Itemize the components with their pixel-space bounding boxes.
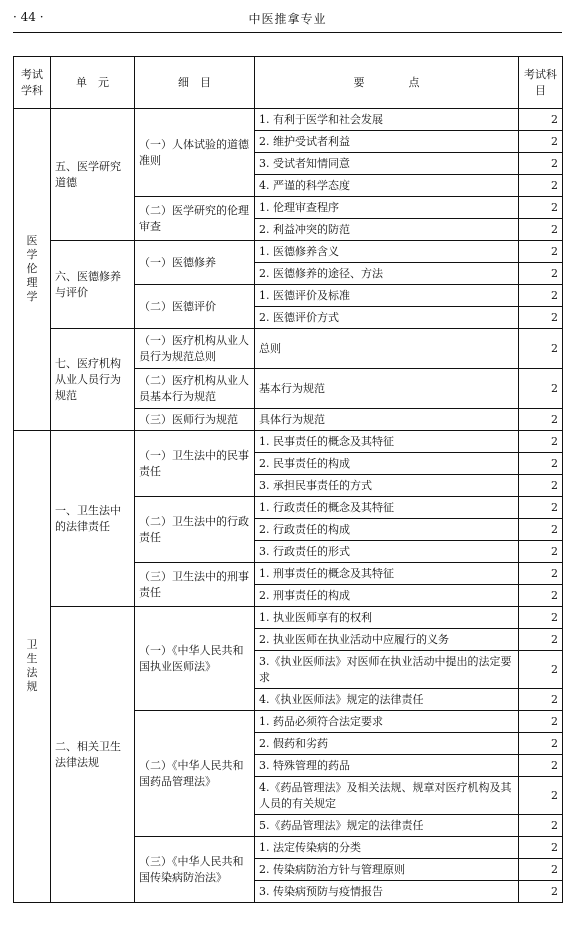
table-row (14, 109, 563, 131)
point-cell: 1. 有利于医学和社会发展 (255, 109, 519, 131)
level-cell: 2 (519, 153, 563, 175)
level-cell: 2 (519, 475, 563, 497)
detail-cell: （一）医疗机构从业人员行为规范总则 (135, 329, 255, 369)
level-cell: 2 (519, 241, 563, 263)
point-cell: 具体行为规范 (255, 409, 519, 431)
level-cell: 2 (519, 607, 563, 629)
level-cell: 2 (519, 859, 563, 881)
table-header-row (14, 57, 563, 109)
unit-cell: 二、相关卫生法律法规 (51, 607, 135, 903)
level-cell: 2 (519, 497, 563, 519)
subject-name: 卫生法规 (26, 638, 38, 693)
level-cell: 2 (519, 431, 563, 453)
point-column-header: 要 点 (255, 57, 519, 109)
point-cell: 3. 特殊管理的药品 (255, 755, 519, 777)
unit-cell: 一、卫生法中的法律责任 (51, 431, 135, 607)
level-cell: 2 (519, 453, 563, 475)
point-cell: 4.《药品管理法》及相关法规、规章对医疗机构及其人员的有关规定 (255, 777, 519, 815)
point-cell: 1. 医德评价及标准 (255, 285, 519, 307)
table-row (14, 241, 563, 263)
point-cell: 5.《药品管理法》规定的法律责任 (255, 815, 519, 837)
point-cell: 1. 民事责任的概念及其特征 (255, 431, 519, 453)
level-cell: 2 (519, 285, 563, 307)
level-cell: 2 (519, 329, 563, 369)
point-cell: 1. 药品必须符合法定要求 (255, 711, 519, 733)
point-cell: 2. 利益冲突的防范 (255, 219, 519, 241)
point-cell: 2. 维护受试者利益 (255, 131, 519, 153)
level-cell: 2 (519, 175, 563, 197)
unit-column-header: 单 元 (51, 57, 135, 109)
point-cell: 2. 执业医师在执业活动中应履行的义务 (255, 629, 519, 651)
subject-column-header: 考试学科 (14, 57, 51, 109)
level-cell: 2 (519, 585, 563, 607)
point-cell: 2. 假药和劣药 (255, 733, 519, 755)
level-cell: 2 (519, 109, 563, 131)
detail-cell: （二）《中华人民共和国药品管理法》 (135, 711, 255, 837)
book-title: 中医推拿专业 (248, 12, 327, 26)
level-cell: 2 (519, 307, 563, 329)
point-cell: 1. 医德修养含义 (255, 241, 519, 263)
subject-cell (14, 109, 51, 431)
level-cell: 2 (519, 815, 563, 837)
detail-cell: （二）医学研究的伦理审查 (135, 197, 255, 241)
subject-name: 医学伦理学 (26, 234, 38, 303)
point-cell: 3. 行政责任的形式 (255, 541, 519, 563)
table-row (14, 431, 563, 453)
level-cell: 2 (519, 837, 563, 859)
detail-cell: （一）《中华人民共和国执业医师法》 (135, 607, 255, 711)
point-cell: 1. 刑事责任的概念及其特征 (255, 563, 519, 585)
point-cell: 1. 执业医师享有的权利 (255, 607, 519, 629)
level-cell: 2 (519, 629, 563, 651)
point-cell: 2. 医德评价方式 (255, 307, 519, 329)
level-cell: 2 (519, 755, 563, 777)
detail-cell: （一）人体试验的道德准则 (135, 109, 255, 197)
level-cell: 2 (519, 519, 563, 541)
header-rule (13, 32, 562, 33)
point-cell: 2. 行政责任的构成 (255, 519, 519, 541)
table-row (14, 607, 563, 629)
unit-cell: 五、医学研究道德 (51, 109, 135, 241)
level-cell: 2 (519, 197, 563, 219)
level-cell: 2 (519, 689, 563, 711)
page-number: · 44 · (13, 10, 44, 24)
detail-cell: （三）医师行为规范 (135, 409, 255, 431)
point-cell: 2. 医德修养的途径、方法 (255, 263, 519, 285)
point-cell: 1. 行政责任的概念及其特征 (255, 497, 519, 519)
syllabus-table (13, 56, 563, 903)
level-cell: 2 (519, 263, 563, 285)
detail-cell: （二）医疗机构从业人员基本行为规范 (135, 369, 255, 409)
level-cell: 2 (519, 651, 563, 689)
point-cell: 1. 伦理审查程序 (255, 197, 519, 219)
point-cell: 3. 受试者知情同意 (255, 153, 519, 175)
point-cell: 2. 刑事责任的构成 (255, 585, 519, 607)
detail-cell: （二）卫生法中的行政责任 (135, 497, 255, 563)
point-cell: 1. 法定传染病的分类 (255, 837, 519, 859)
point-cell: 3. 传染病预防与疫情报告 (255, 881, 519, 903)
detail-cell: （三）卫生法中的刑事责任 (135, 563, 255, 607)
subject-cell (14, 431, 51, 903)
page-header (13, 8, 562, 28)
syllabus-body (14, 109, 563, 903)
unit-cell: 七、医疗机构从业人员行为规范 (51, 329, 135, 431)
level-cell: 2 (519, 777, 563, 815)
point-cell: 3. 承担民事责任的方式 (255, 475, 519, 497)
detail-column-header: 细 目 (135, 57, 255, 109)
detail-cell: （二）医德评价 (135, 285, 255, 329)
level-column-header: 考试科目 (519, 57, 563, 109)
level-cell: 2 (519, 541, 563, 563)
point-cell: 总则 (255, 329, 519, 369)
point-cell: 2. 民事责任的构成 (255, 453, 519, 475)
level-cell: 2 (519, 881, 563, 903)
point-cell: 2. 传染病防治方针与管理原则 (255, 859, 519, 881)
point-cell: 4. 严谨的科学态度 (255, 175, 519, 197)
level-cell: 2 (519, 563, 563, 585)
point-cell: 4.《执业医师法》规定的法律责任 (255, 689, 519, 711)
level-cell: 2 (519, 369, 563, 409)
detail-cell: （一）卫生法中的民事责任 (135, 431, 255, 497)
level-cell: 2 (519, 131, 563, 153)
point-cell: 基本行为规范 (255, 369, 519, 409)
detail-cell: （一）医德修养 (135, 241, 255, 285)
level-cell: 2 (519, 219, 563, 241)
level-cell: 2 (519, 733, 563, 755)
unit-cell: 六、医德修养与评价 (51, 241, 135, 329)
table-row (14, 329, 563, 369)
detail-cell: （三）《中华人民共和国传染病防治法》 (135, 837, 255, 903)
point-cell: 3.《执业医师法》对医师在执业活动中提出的法定要求 (255, 651, 519, 689)
level-cell: 2 (519, 409, 563, 431)
level-cell: 2 (519, 711, 563, 733)
